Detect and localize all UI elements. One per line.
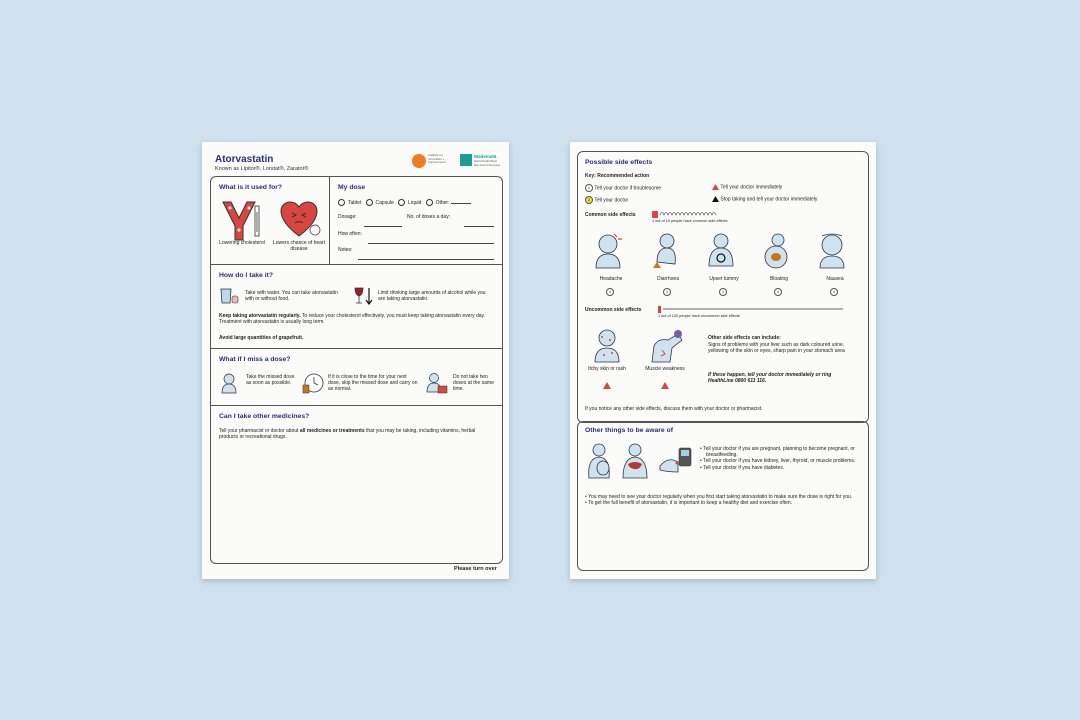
other-medicines-bold: all medicines or treatments xyxy=(299,428,365,434)
double-dose-icon xyxy=(424,372,448,394)
other-field[interactable] xyxy=(451,198,471,204)
muscle-weakness-label: Muscle weakness xyxy=(645,366,685,372)
common-people-scale-icon xyxy=(652,210,722,218)
itchy-skin-label: Itchy skin or rash xyxy=(588,366,626,372)
glucose-test-icon xyxy=(658,446,694,474)
uncommon-people-scale-icon xyxy=(658,305,848,313)
alcohol-icon xyxy=(353,286,375,306)
key-number-1: 1 xyxy=(585,184,593,192)
aware-item-3: • Tell your doctor if you have diabetes. xyxy=(700,464,785,471)
institute-logo-icon xyxy=(412,154,426,168)
effect-label-upset-tummy: Upset tummy xyxy=(709,276,739,282)
page-subtitle: Known as Lipitor®, Lorstat®, Zarator® xyxy=(215,166,309,172)
key-title: Key: Recommended action xyxy=(585,173,650,179)
key-label-3: Tell your doctor immediately xyxy=(720,184,783,191)
action-code-headache: 1 xyxy=(606,288,614,296)
effect-label-headache: Headache xyxy=(599,276,623,282)
aware-item-2: • Tell your doctor if you have kidney, liver, thyroid, or muscle problems. xyxy=(700,458,856,465)
used-for-heading: What is it used for? xyxy=(219,184,283,191)
used-for-heart-disease: Lowers chance of heart disease xyxy=(273,240,325,253)
bloating-icon xyxy=(758,232,794,270)
tablet-radio[interactable] xyxy=(338,199,345,206)
page-title: Atorvastatin xyxy=(215,154,274,165)
upset-tummy-icon xyxy=(703,232,739,270)
used-for-lowering-cholesterol: Lowering cholesterol xyxy=(219,240,265,246)
missed-dose-heading: What if I miss a dose? xyxy=(219,356,291,363)
key-item-1 xyxy=(585,184,661,192)
key-item-2 xyxy=(585,196,628,204)
other-label: Other: xyxy=(435,200,450,206)
organs-icon xyxy=(620,442,650,480)
please-turn-over: Please turn over xyxy=(454,566,497,572)
dose-form-options xyxy=(338,198,498,206)
waitemata-logo-text: Waitematā xyxy=(474,154,497,159)
effect-label-nausea: Nausea xyxy=(826,276,844,282)
key-label-1: Tell your doctor if troublesome xyxy=(594,185,662,192)
muscle-warning-icon xyxy=(661,382,669,389)
how-take-heading: How do I take it? xyxy=(219,272,274,279)
heart-icon xyxy=(279,200,321,240)
waitemata-logo-icon xyxy=(460,154,472,166)
liquid-radio[interactable] xyxy=(398,199,405,206)
waitemata-logo-sub: District Health Board xyxy=(474,160,497,163)
clock-icon xyxy=(302,372,324,394)
common-note: 1 out of 10 people have common side effects xyxy=(652,219,728,223)
notes-field[interactable] xyxy=(358,247,494,265)
diarrhoea-icon xyxy=(647,232,683,270)
side-effects-heading: Possible side effects xyxy=(585,159,653,166)
itchy-warning-icon xyxy=(603,382,611,389)
tablet-label: Tablet xyxy=(348,200,362,206)
action-code-upset-tummy: 1 xyxy=(719,288,727,296)
key-item-3 xyxy=(712,184,782,191)
action-code-bloating: 1 xyxy=(774,288,782,296)
headache-icon xyxy=(590,232,626,270)
water-glass-icon xyxy=(219,287,239,305)
my-dose-heading: My dose xyxy=(338,184,366,191)
warning-triangle-icon xyxy=(712,184,719,190)
muscle-weakness-icon xyxy=(648,328,684,364)
notice-text: If you notice any other side effects, discuss them with your doctor or pharmacist. xyxy=(585,406,763,412)
effect-label-diarrhoea: Diarrhoea xyxy=(657,276,679,282)
take-with-water-text: Take with water. You can take atorvastatin with or without food. xyxy=(245,290,338,303)
itchy-skin-icon xyxy=(592,328,622,364)
missed-dose-item-3: Do not take two doses at the same time. xyxy=(453,374,494,393)
pregnancy-icon xyxy=(585,442,613,480)
liquid-label: Liquid xyxy=(408,200,422,206)
leaflet-page-front xyxy=(202,142,509,579)
artery-icon xyxy=(219,200,261,242)
keep-taking-bold: Keep taking atorvastatin regularly. xyxy=(219,313,301,319)
action-code-diarrhoea: 1 xyxy=(663,288,671,296)
dosage-field[interactable] xyxy=(364,214,402,232)
leaflet-page-back xyxy=(570,142,876,579)
doses-per-day-label: No. of doses a day: xyxy=(407,214,451,220)
person-icon xyxy=(219,372,239,394)
other-medicines-heading: Can I take other medicines? xyxy=(219,413,310,420)
other-side-effects-warning: If these happen, tell your doctor immediately or ring HealthLine 0800 611 116. xyxy=(708,372,832,385)
keep-taking-rest: To reduce your cholesterol effectively, you must keep taking atorvastatin every day. Treatment with atorvastatin is usually long term. xyxy=(219,313,486,326)
how-often-label: How often: xyxy=(338,231,362,237)
key-item-4 xyxy=(712,196,817,203)
effect-label-bloating: Bloating xyxy=(769,276,789,282)
other-medicines-text xyxy=(219,428,494,440)
other-medicines-pre: Tell your pharmacist or doctor about xyxy=(219,428,299,434)
uncommon-note: 1 out of 100 people have uncommon side effects xyxy=(658,314,740,318)
aware-item-1: • Tell your doctor if you are pregnant, planning to become pregnant, or breastfeeding. xyxy=(700,446,855,459)
dosage-label: Dosage: xyxy=(338,214,357,220)
other-medicines-post: that you may be taking, including vitamins, herbal products or recreational drugs. xyxy=(219,428,476,441)
aware-list-bottom xyxy=(585,494,860,506)
aware-heading: Other things to be aware of xyxy=(585,427,673,434)
aware-item-4: • You may need to see your doctor regularly when you first start taking atorvastatin to make sure the dose is right for you. xyxy=(585,494,853,500)
aware-list-top xyxy=(700,446,860,471)
common-effects-row xyxy=(590,232,870,302)
capsule-radio[interactable] xyxy=(366,199,373,206)
stop-triangle-icon xyxy=(712,196,719,202)
institute-logo-text: Institute for Innovation + Improvement xyxy=(428,153,446,164)
action-code-nausea: 1 xyxy=(830,288,838,296)
keep-taking-text xyxy=(219,313,489,325)
key-label-2: Tell your doctor xyxy=(594,197,629,204)
other-side-effects-title: Other side effects can include: xyxy=(708,335,781,341)
common-side-effects-label: Common side effects xyxy=(585,212,636,218)
missed-dose-item-1: Take the missed dose as soon as possible. xyxy=(246,374,295,387)
missed-dose-item-2: If it is close to the time for your next dose, skip the missed dose and carry on as normal. xyxy=(328,374,418,393)
uncommon-side-effects-label: Uncommon side effects xyxy=(585,307,642,313)
key-label-4: Stop taking and tell your doctor immediately xyxy=(720,196,818,203)
limit-alcohol-text: Limit drinking large amounts of alcohol while you are taking atorvastatin. xyxy=(378,290,486,303)
key-number-2: 2 xyxy=(585,196,593,204)
nausea-icon xyxy=(814,232,850,270)
aware-item-5: • To get the full benefit of atorvastatin, it is important to keep a healthy diet and exercise often. xyxy=(585,500,793,507)
grapefruit-warning: Avoid large quantities of grapefruit. xyxy=(219,335,304,341)
capsule-label: Capsule xyxy=(375,200,394,206)
other-radio[interactable] xyxy=(426,199,433,206)
other-side-effects-text: Signs of problems with your liver such as dark coloured urine, yellowing of the skin or eyes, sharp pain in your stomach area xyxy=(708,342,845,355)
notes-label: Notes: xyxy=(338,247,353,253)
waitemata-logo-tagline: Best Care for Everyone xyxy=(474,164,500,167)
doses-per-day-field[interactable] xyxy=(464,214,494,232)
